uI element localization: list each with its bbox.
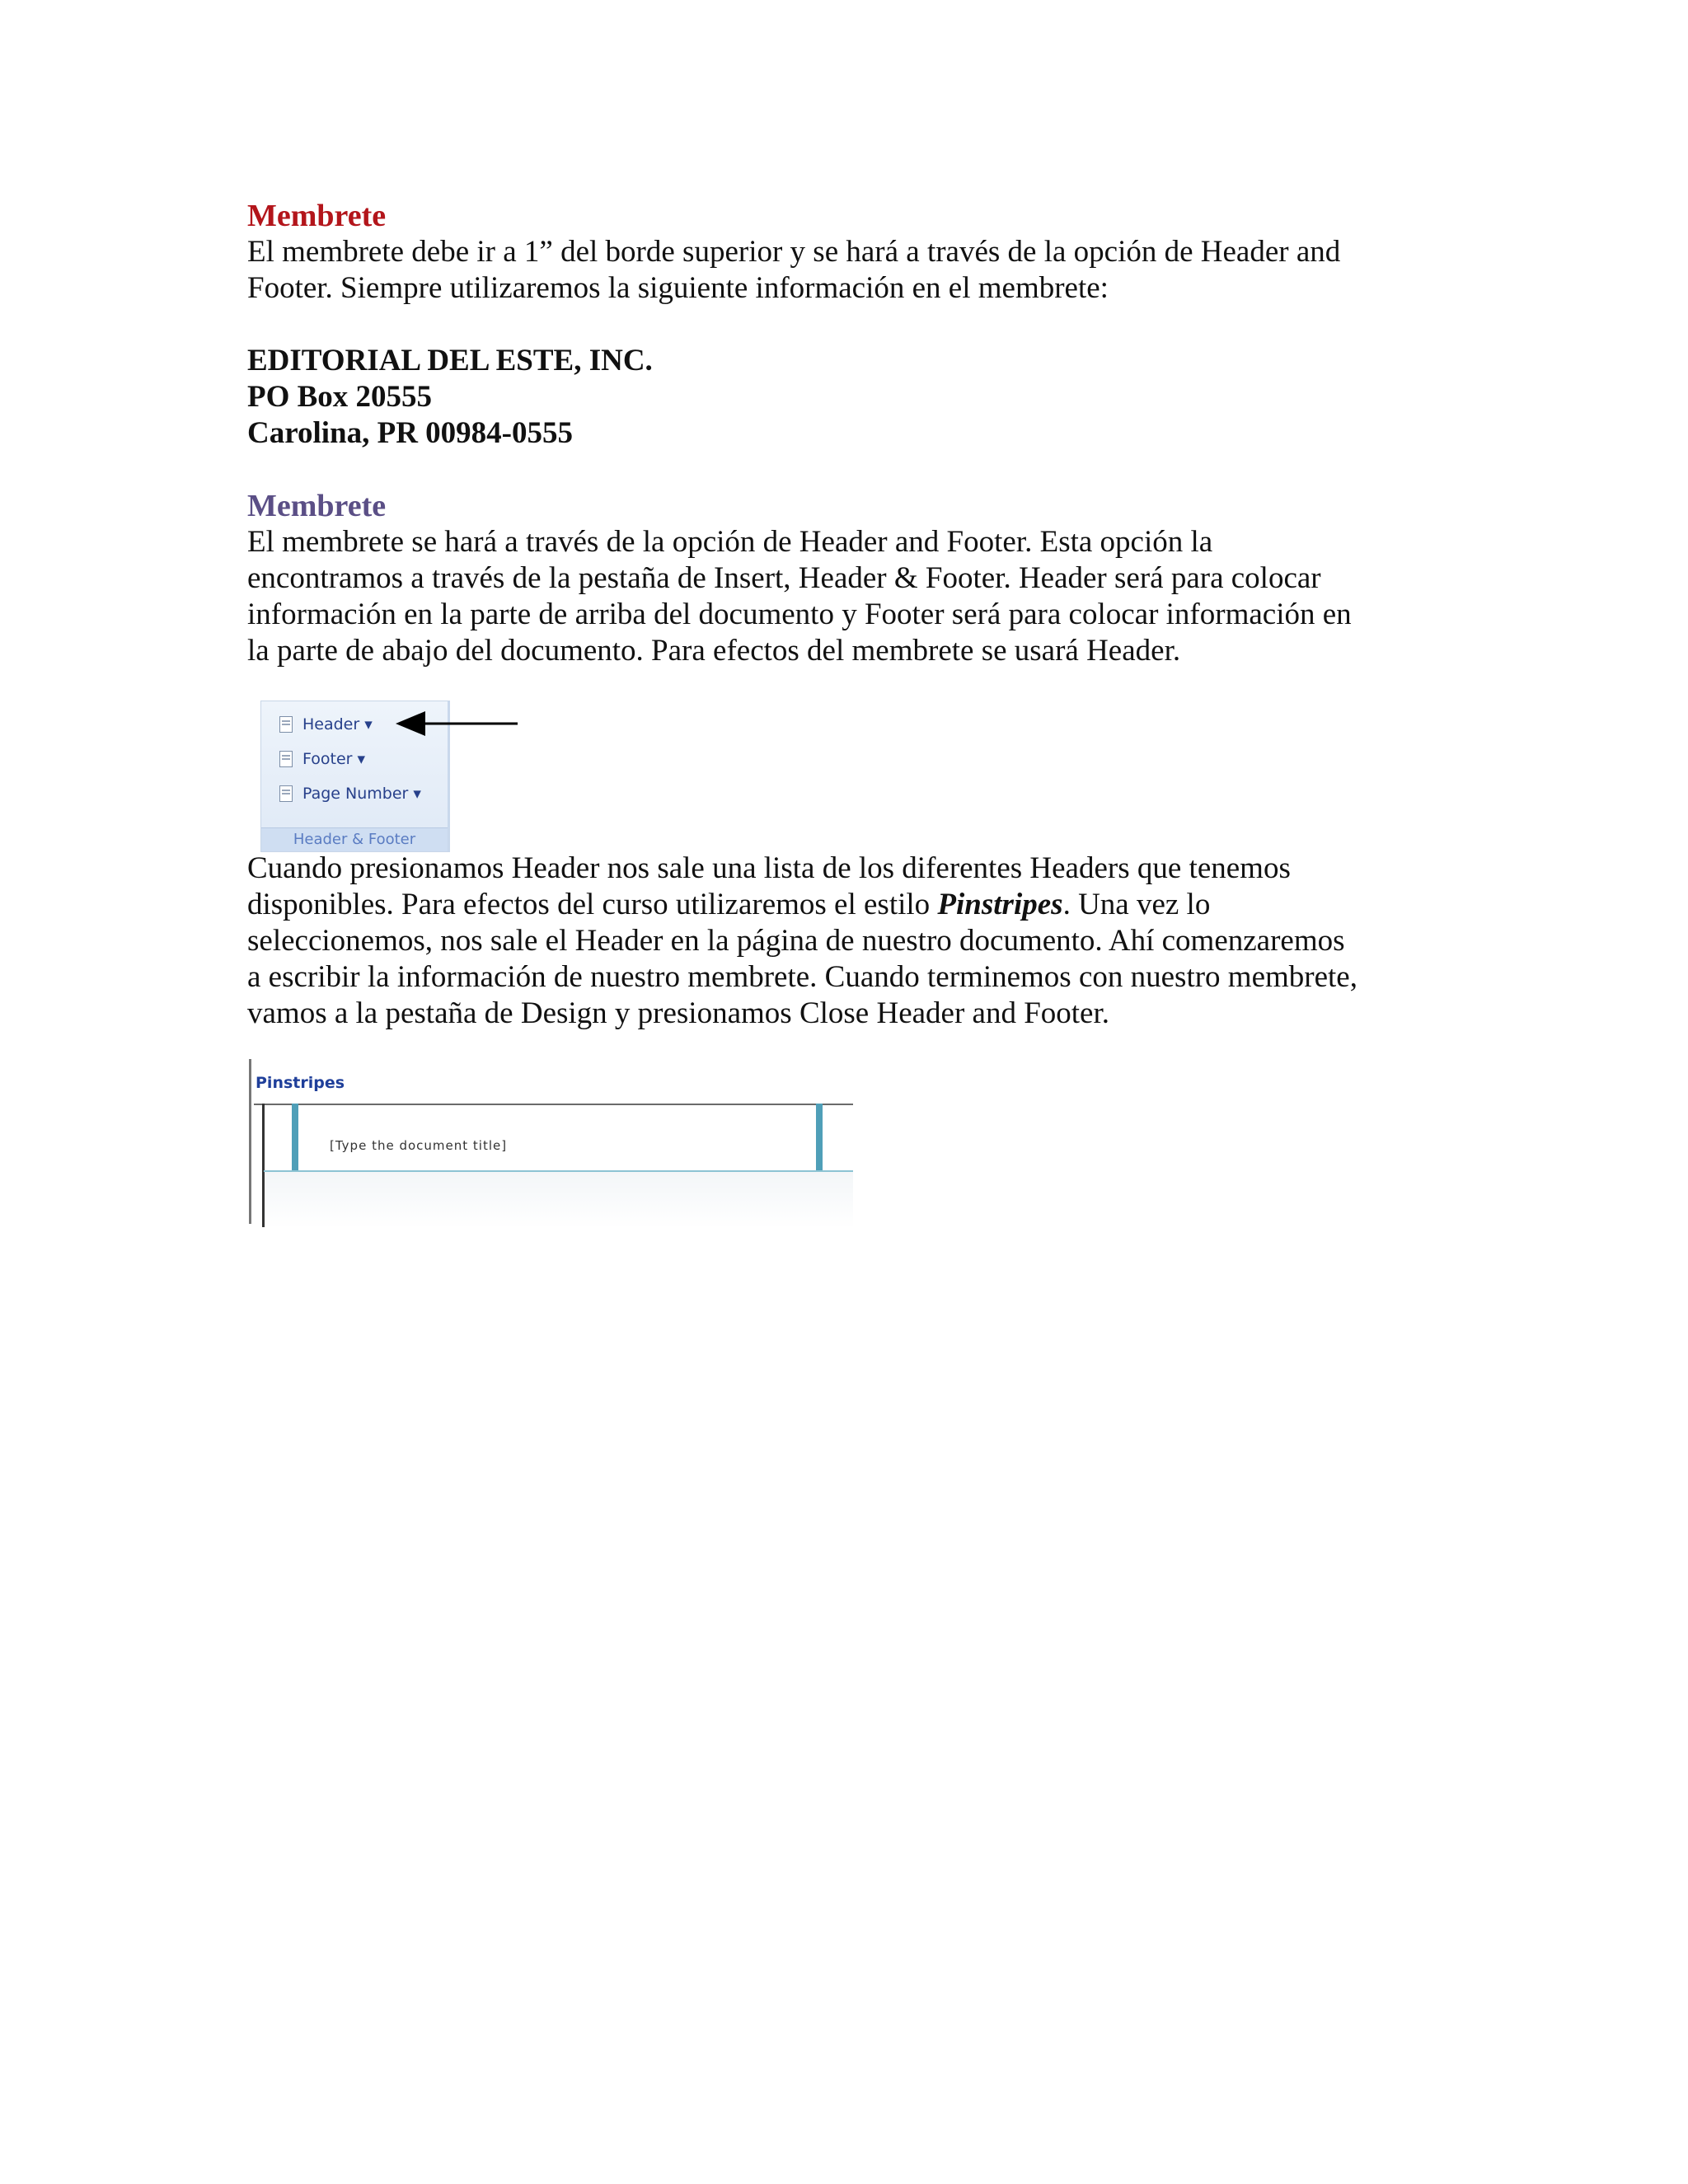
pointer-arrow-icon (396, 707, 519, 740)
paragraph-line: El membrete debe ir a 1” del borde superior y se hará a través de la opción de Header and (247, 235, 1341, 269)
section-header-instructions (247, 488, 1451, 669)
address-block (247, 343, 1451, 452)
ribbon-footer-label: Footer ▾ (302, 750, 366, 768)
divider (254, 1104, 853, 1105)
paragraph-line: seleccionemos, nos sale el Header en la página de nuestro documento. Ahí comenzaremos (247, 924, 1345, 958)
paragraph-line (247, 887, 1451, 923)
paragraph-line: encontramos a través de la pestaña de Insert, Header & Footer. Header será para colocar (247, 561, 1321, 595)
pinstripes-header-image (247, 1059, 853, 1228)
ribbon-header-item (279, 713, 373, 736)
text-run: disponibles. Para efectos del curso utilizaremos el estilo (247, 888, 938, 921)
ribbon-page-number-item (279, 782, 421, 805)
ribbon-footer-item (279, 748, 365, 771)
ribbon-page-number-label: Page Number ▾ (302, 785, 421, 803)
paragraph-line: Cuando presionamos Header nos sale una lista de los diferentes Headers que tenemos (247, 851, 1291, 885)
paragraph-line: a escribir la información de nuestro membrete. Cuando terminemos con nuestro membrete, (247, 960, 1357, 994)
section-heading-membrete-2: Membrete (247, 489, 387, 523)
divider (249, 1059, 251, 1224)
page-number-icon (279, 785, 293, 802)
paragraph-line: Footer. Siempre utilizaremos la siguiente información en el membrete: (247, 271, 1109, 305)
text-run: . Una vez lo (1062, 888, 1211, 921)
paragraph-line: vamos a la pestaña de Design y presionamos Close Header and Footer. (247, 996, 1110, 1030)
company-name: EDITORIAL DEL ESTE, INC. (247, 344, 653, 377)
paragraph-line: la parte de abajo del documento. Para efectos del membrete se usará Header. (247, 634, 1181, 668)
footer-page-icon (279, 751, 293, 767)
pinstripe-left (292, 1104, 298, 1171)
header-rule (264, 1170, 853, 1172)
po-box: PO Box 20555 (247, 380, 433, 414)
section-letterhead-intro (247, 198, 1451, 307)
page-background (264, 1172, 853, 1228)
paragraph-line: El membrete se hará a través de la opción de Header and Footer. Esta opción la (247, 525, 1213, 559)
style-name-emphasis: Pinstripes (937, 888, 1063, 921)
paragraph-line: información en la parte de arriba del documento y Footer será para colocar información en (247, 598, 1352, 631)
pinstripes-title: Pinstripes (256, 1074, 345, 1092)
ribbon-group-label: Header & Footer (261, 827, 448, 851)
ribbon-header-label: Header ▾ (302, 715, 373, 733)
title-placeholder: [Type the document title] (330, 1138, 508, 1153)
header-page-icon (279, 716, 293, 733)
section-heading-membrete: Membrete (247, 199, 387, 233)
section-pinstripes-instructions (247, 851, 1451, 1032)
pinstripe-right (816, 1104, 823, 1171)
divider (262, 1104, 265, 1227)
city-zip: Carolina, PR 00984-0555 (247, 416, 574, 450)
